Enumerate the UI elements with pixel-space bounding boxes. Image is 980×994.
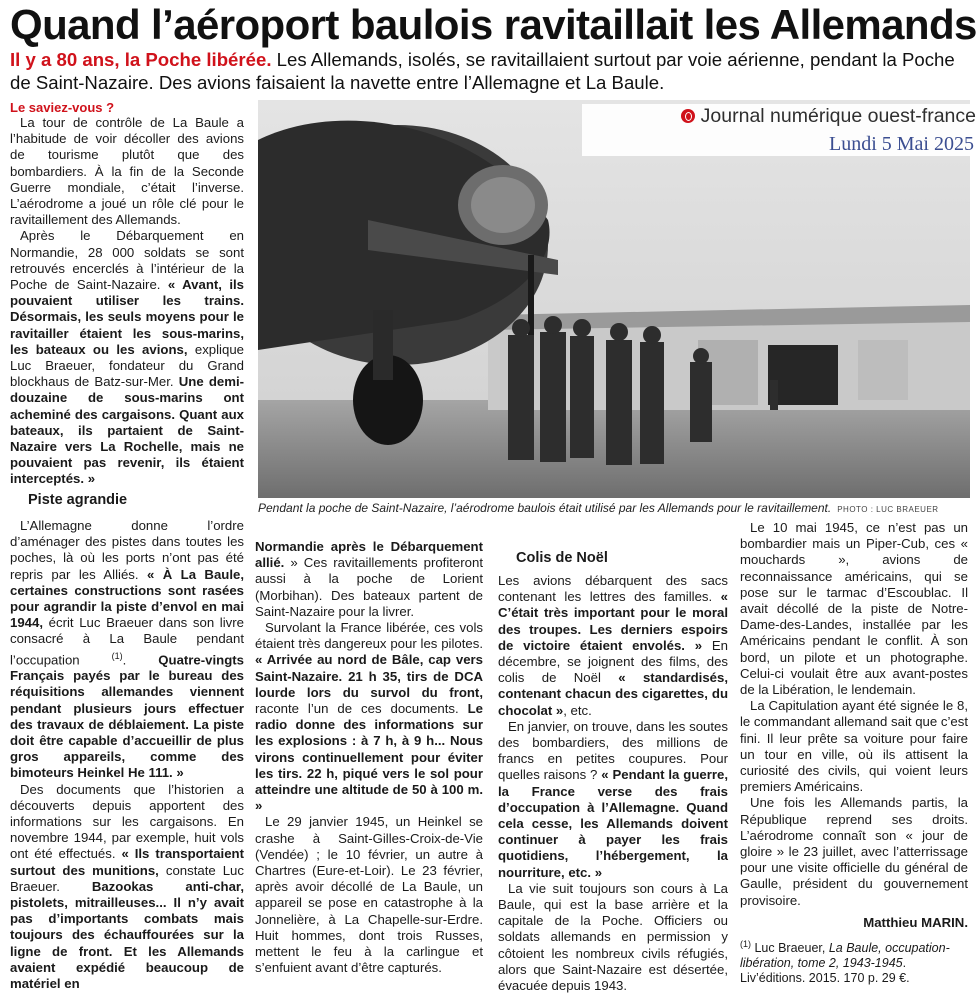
photo-credit: PHOTO : LUC BRAEUER	[837, 505, 939, 514]
chapeau-text: Les Allemands, isolés, se ravitaillaient surtout par voie aérienne, pendant la Poche de Saint-Nazaire. Des avions faisaient la navette entre l’Allemagne et La Baule.	[10, 49, 955, 93]
paragraph: Le 29 janvier 1945, un Heinkel se crashe à Saint-Gilles-Croix-de-Vie (Vendée) ; le 10 février, un autre à Chartres (Eure-et-Loir). Le 23 février, après avoir décollé de La Baule, un appareil se pose en catastrophe à la Jonnelière, à La Chapelle-sur-Erdre. Huit hommes, dont trois Russes, mettent le feu à la carlingue et s’enfuient avant d’être capturés.	[255, 814, 483, 976]
paragraph: Le 10 mai 1945, ce n’est pas un bombardier mais un Piper-Cub, ces « mouchards », avions de reconnaissance américains, qui se pose sur le tarmac d’Escoublac. Il avait décollé de la piste de Notre-Dame-des-Landes, installée par les Américains pendant le conflit. À son bord, un pilote et un photographe. Celui-ci voulait être aux avant-postes de la Libération, le lendemain.	[740, 520, 968, 698]
chapeau	[10, 48, 970, 94]
signature: Matthieu MARIN.	[863, 914, 968, 930]
paragraph: La vie suit toujours son cours à La Baule, qui est la base arrière et la capitale de la Poche. Officiers ou soldats allemands en permission y côtoient les nombreux civils réfugiés, alors que Saint-Nazaire est désertée, évacuée depuis 1943.	[498, 880, 728, 994]
headline: Quand l’aéroport baulois ravitaillait les Allemands	[10, 1, 977, 48]
paragraph: La tour de contrôle de La Baule a l’habitude de voir décoller des avions de tourisme plutôt que des bombardiers. À la fin de la Seconde Guerre mondiale, c’était l’inverse. L’aérodrome a joué un rôle clé pour le ravitaillement des Allemands.	[10, 115, 244, 228]
subhead-colis-de-noel: Colis de Noël	[516, 550, 608, 566]
kicker: Le saviez-vous ?	[10, 100, 115, 115]
paragraph: La Capitulation ayant été signée le 8, le commandant allemand sait que c’est fini. Il leur prête sa voiture pour faire un tour en ville, où ils attisent la curiosité des civils, qui voient leurs premiers Américains.	[740, 698, 968, 795]
chapeau-lead: Il y a 80 ans, la Poche libérée.	[10, 49, 272, 70]
column-4	[740, 520, 968, 986]
column-1-lower	[10, 518, 244, 992]
column-2	[255, 539, 483, 976]
brand-name: Journal numérique ouest-france	[700, 105, 976, 127]
paragraph: L’Allemagne donne l’ordre d’aménager des pistes dans toutes les poches, là où les ports n’ont pas été repris par les Alliés. « À La Baule, certaines constructions sont rasées pour agrandir la piste d’envol en mai 1944, écrit Luc Braeuer dans son livre consacré à La Baule pendant l’occupation $^{(1)}$. Quatre-vingts Français payés par le bureau des réquisitions allemandes viennent pendant plusieurs jours effectuer des travaux de déblaiement. La piste doit être capable d’accueillir de plus gros appareils, comme des bimoteurs Heinkel He 111. »	[10, 518, 244, 781]
paragraph: Survolant la France libérée, ces vols étaient très dangereux pour les pilotes. « Arrivée au nord de Bâle, cap vers Saint-Nazaire. 21 h 35, tirs de DCA lourde lors du survol du front, raconte l’un de ces documents. Le radio donne des informations sur les explosions : à 7 h, à 9 h... Nous virons continuellement pour éviter les tirs. 22 h, piqué vers le sol pour atteindre une altitude de 50 à 100 m. »	[255, 620, 483, 814]
brand	[584, 104, 976, 128]
ouest-france-logo-icon	[681, 109, 695, 123]
paragraph: Les avions débarquent des sacs contenant les lettres des familles. « C’était très important pour le moral des troupes. Les derniers espoirs de victoire étaient envolés. » En décembre, se joignent des films, des colis de Noël « standardisés, contenant chacun des cigarettes, du chocolat », etc.	[498, 573, 728, 718]
watermark-overlay	[582, 104, 978, 156]
footnote: $^{(1)}$ Luc Braeuer, La Baule, occupation-libération, tome 2, 1943-1945. Liv’éditions. 2015. 170 p. 29 €.	[740, 939, 950, 986]
paragraph: En janvier, on trouve, dans les soutes des bombardiers, des millions de francs en petites coupures. Pour quelles raisons ? « Pendant la guerre, la France verse des frais d’occupation à l’Allemagne. Quand cela cesse, les Allemands doivent continuer à payer les frais quotidiens, l’hébergement, la nourriture, etc. »	[498, 718, 728, 880]
paragraph: Une fois les Allemands partis, la République reprend ses droits. L’aérodrome connaît son « jour de gloire » le 23 juillet, avec l’atterrissage pour une visite officielle du général de Gaulle, président du gouvernement provisoire.	[740, 795, 968, 908]
subhead-piste-agrandie: Piste agrandie	[28, 491, 128, 508]
edition-date: Lundi 5 Mai 2025	[829, 133, 974, 155]
column-1-upper	[10, 100, 244, 515]
photo-aircraft-soldiers	[258, 100, 970, 498]
photo-caption: Pendant la poche de Saint-Nazaire, l’aérodrome baulois était utilisé par les Allemands pour le ravitaillement. PHOTO : LUC BRAEUER	[258, 501, 939, 515]
paragraph: Des documents que l’historien a découverts depuis apportent des informations sur les cargaisons. En novembre 1944, par exemple, huit vols ont été effectués. « Ils transportaient surtout des munitions, constate Luc Braeuer. Bazookas anti-char, pistolets, mitrailleuses... Il n’y avait pas d’importants combats mais toujours des échauffourées sur la ligne de front. Et les Allemands avaient expédié beaucoup de matériel en	[10, 781, 244, 992]
paragraph: Après le Débarquement en Normandie, 28 000 soldats se sont retrouvés encerclés à l’intérieur de la Poche de Saint-Nazaire. « Avant, ils pouvaient utiliser les trains. Désormais, les seuls moyens pour le ravitailler étaient les sous-marins, les bateaux ou les avions, explique Luc Braeuer, fondateur du Grand blockhaus de Batz-sur-Mer. Une demi-douzaine de sous-marins ont acheminé des cargaisons. Quant aux bateaux, ils partaient de Saint-Nazaire vers La Rochelle, mais ne pouvaient pas revenir, ils étaient interceptés. »	[10, 228, 245, 487]
photo-illustration	[258, 100, 970, 498]
column-3	[498, 546, 728, 994]
paragraph: Normandie après le Débarquement allié. » Ces ravitaillements profiteront aussi à la poche de Lorient (Morbihan). Des bateaux partent de Saint-Nazaire pour la livrer.	[255, 539, 483, 619]
